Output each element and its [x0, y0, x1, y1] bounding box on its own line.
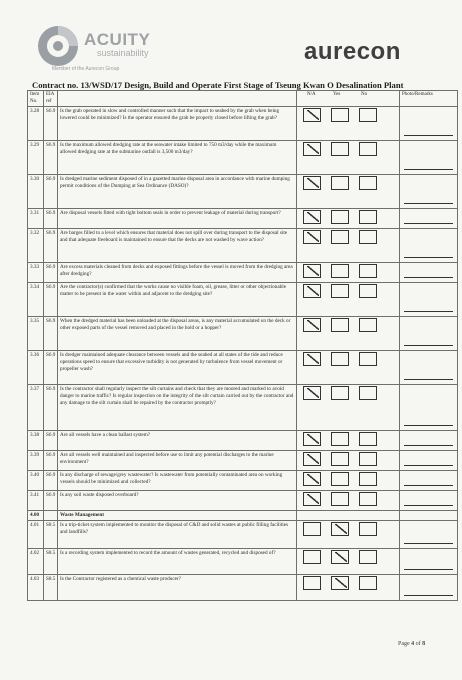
checkbox-na[interactable]: [303, 576, 321, 590]
remarks-line[interactable]: [404, 277, 453, 278]
ea-reference: S6.9: [44, 351, 58, 385]
checkbox-no[interactable]: [359, 576, 377, 590]
response-boxes: [297, 491, 400, 511]
item-number: 4.01: [28, 521, 44, 549]
remarks-line[interactable]: [404, 445, 453, 446]
checkbox-yes[interactable]: [331, 352, 349, 366]
response-boxes: [297, 229, 400, 263]
checklist-row: [28, 283, 458, 317]
response-boxes: [297, 521, 400, 549]
remarks-line[interactable]: [404, 379, 453, 380]
checklist-row: [28, 451, 458, 471]
response-boxes: [297, 263, 400, 283]
checkbox-na[interactable]: [303, 230, 321, 244]
item-description: Is the grab operated in slow and controlled manner such that the impact to seabed by the grab when being lowered could be minimized? Is the operator ensured the grab be properly closed before lifting the grab?: [58, 107, 297, 141]
item-number: 3.30: [28, 175, 44, 209]
response-boxes: [297, 317, 400, 351]
remarks-cell: [400, 521, 458, 549]
checklist-row: [28, 229, 458, 263]
item-number: 3.29: [28, 141, 44, 175]
item-description: Is dredged marine sediment disposed of in a gazetted marine disposal area in accordance with marine dumping permit conditions of the Dumping at Sea Ordinance (DASO)?: [58, 175, 297, 209]
ea-reference: S6.9: [44, 385, 58, 431]
checklist-row: [28, 521, 458, 549]
checkbox-no[interactable]: [359, 284, 377, 298]
section-title: Waste Management: [58, 511, 297, 521]
contract-title: Contract no. 13/WSD/17 Design, Build and Operate First Stage of Tseung Kwan O Desalination Plant: [32, 80, 404, 90]
remarks-cell: [400, 575, 458, 601]
remarks-line[interactable]: [404, 257, 453, 258]
ea-reference: S8.5: [44, 521, 58, 549]
response-boxes: [297, 209, 400, 229]
checkbox-yes[interactable]: [331, 386, 349, 400]
item-number: 3.38: [28, 431, 44, 451]
ea-reference: S6.9: [44, 175, 58, 209]
checkbox-no[interactable]: [359, 352, 377, 366]
checkbox-no[interactable]: [359, 472, 377, 486]
checkbox-no[interactable]: [359, 108, 377, 122]
response-boxes: [297, 451, 400, 471]
item-number: 3.37: [28, 385, 44, 431]
acuity-logo-icon: [36, 24, 80, 68]
checkbox-na[interactable]: [303, 472, 321, 486]
item-number: 4.02: [28, 549, 44, 575]
item-description: Is a recording system implemented to record the amount of wastes generated, recycled and disposed of?: [58, 549, 297, 575]
header-remarks: Photo/Remarks: [400, 91, 458, 107]
remarks-cell: [400, 283, 458, 317]
remarks-line[interactable]: [404, 425, 453, 426]
checkbox-no[interactable]: [359, 452, 377, 466]
item-description: Is any soil waste disposed overboard?: [58, 491, 297, 511]
item-description: Is any discharge of sewage/grey wastewater? Is wastewater from potentially contaminated area on working vessels should be minimized and collected?: [58, 471, 297, 491]
ea-reference: S6.9: [44, 283, 58, 317]
checkbox-na[interactable]: [303, 176, 321, 190]
header-ea-ref: EIA ref: [44, 91, 58, 107]
remarks-cell: [400, 317, 458, 351]
response-boxes: [297, 385, 400, 431]
item-description: Are barges filled to a level which ensures that material does not spill over during transport to the disposal site and that adequate freeboard is maintained to ensure that the decks are not washed by wave action?: [58, 229, 297, 263]
checkbox-no[interactable]: [359, 550, 377, 564]
checkbox-yes[interactable]: [331, 550, 349, 564]
ea-reference: S6.9: [44, 209, 58, 229]
checklist-row: [28, 431, 458, 451]
item-number: 3.40: [28, 471, 44, 491]
ea-reference: S6.9: [44, 491, 58, 511]
remarks-line[interactable]: [404, 543, 453, 544]
item-number: 3.41: [28, 491, 44, 511]
response-boxes: [297, 549, 400, 575]
header-description: [58, 91, 297, 107]
checklist-row: [28, 209, 458, 229]
checklist-row: [28, 107, 458, 141]
item-number: 3.28: [28, 107, 44, 141]
checkbox-yes[interactable]: [331, 492, 349, 506]
checkbox-yes[interactable]: [331, 522, 349, 536]
response-boxes: [297, 471, 400, 491]
checkbox-yes[interactable]: [331, 318, 349, 332]
checkbox-na[interactable]: [303, 210, 321, 224]
item-number: 3.39: [28, 451, 44, 471]
item-number: 3.32: [28, 229, 44, 263]
checkbox-na[interactable]: [303, 264, 321, 278]
ea-reference: S6.9: [44, 107, 58, 141]
remarks-cell: [400, 431, 458, 451]
remarks-cell: [400, 107, 458, 141]
remarks-cell: [400, 229, 458, 263]
item-description: Is the contractor shall regularly inspect the silt curtains and check that they are moored and marked to avoid danger to marine traffic? Is regular inspection on the integrity of the silt curtain carried out by the contractor and any damage to the silt curtain shall be repaired by the contractor promptly?: [58, 385, 297, 431]
checkbox-na[interactable]: [303, 318, 321, 332]
acuity-subtitle: sustainability: [97, 48, 149, 58]
checkbox-no[interactable]: [359, 176, 377, 190]
remarks-line[interactable]: [404, 169, 453, 170]
ea-reference: S6.9: [44, 471, 58, 491]
remarks-cell: [400, 263, 458, 283]
response-boxes: [297, 351, 400, 385]
checkbox-yes[interactable]: [331, 142, 349, 156]
aurecon-logo: aurecon: [304, 38, 401, 65]
remarks-line[interactable]: [404, 595, 453, 596]
item-number: 3.31: [28, 209, 44, 229]
checkbox-no[interactable]: [359, 386, 377, 400]
page-header: [0, 0, 462, 80]
remarks-line[interactable]: [404, 485, 453, 486]
section-item: 4.00: [28, 511, 44, 521]
response-boxes: [297, 107, 400, 141]
remarks-cell: [400, 491, 458, 511]
header-item: Item No.: [28, 91, 44, 107]
table-header-row: [28, 91, 458, 107]
checkbox-yes[interactable]: [331, 230, 349, 244]
remarks-cell: [400, 175, 458, 209]
checkbox-no[interactable]: [359, 318, 377, 332]
remarks-cell: [400, 549, 458, 575]
remarks-cell: [400, 141, 458, 175]
item-number: 4.03: [28, 575, 44, 601]
response-boxes: [297, 175, 400, 209]
checkbox-no[interactable]: [359, 210, 377, 224]
checkbox-na[interactable]: [303, 522, 321, 536]
ea-reference: S6.9: [44, 229, 58, 263]
checkbox-no[interactable]: [359, 230, 377, 244]
response-boxes: [297, 431, 400, 451]
header-yes: Yes: [333, 92, 341, 97]
checkbox-no[interactable]: [359, 432, 377, 446]
checkbox-no[interactable]: [359, 142, 377, 156]
ea-reference: S6.9: [44, 317, 58, 351]
checklist-row: [28, 175, 458, 209]
remarks-cell: [400, 451, 458, 471]
checkbox-na[interactable]: [303, 452, 321, 466]
ea-reference: S6.9: [44, 263, 58, 283]
ea-reference: S6.9: [44, 141, 58, 175]
checklist-row: [28, 141, 458, 175]
remarks-line[interactable]: [404, 345, 453, 346]
remarks-line[interactable]: [404, 223, 453, 224]
response-boxes: [297, 575, 400, 601]
item-description: Are disposal vessels fitted with tight bottom seals in order to prevent leakage of material during transport?: [58, 209, 297, 229]
ea-reference: S6.9: [44, 451, 58, 471]
acuity-tagline: Member of the Aurecon Group: [52, 66, 120, 72]
checklist-table: [27, 90, 458, 601]
remarks-line[interactable]: [404, 311, 453, 312]
item-description: Are excess materials cleaned from decks and exposed fittings before the vessel is moved from the dredging area after dredging?: [58, 263, 297, 283]
checkbox-na[interactable]: [303, 550, 321, 564]
item-description: Is dredger maintained adequate clearance between vessels and the seabed at all states of the tide and reduce operations speed to ensure that excessive turbidity is not generated by turbulence from vessel movement or propeller wash?: [58, 351, 297, 385]
remarks-line[interactable]: [404, 569, 453, 570]
checkbox-na[interactable]: [303, 284, 321, 298]
item-number: 3.35: [28, 317, 44, 351]
checklist-row: [28, 471, 458, 491]
checklist-row: [28, 575, 458, 601]
checkbox-yes[interactable]: [331, 176, 349, 190]
header-check: [297, 91, 400, 107]
checklist-row: [28, 385, 458, 431]
item-description: Are all vessels well maintained and inspected before use to limit any potential discharges to the marine environment?: [58, 451, 297, 471]
page-number: Page 4 of 8: [398, 641, 426, 647]
response-boxes: [297, 141, 400, 175]
ea-reference: S6.9: [44, 431, 58, 451]
checklist-row: [28, 317, 458, 351]
response-boxes: [297, 283, 400, 317]
checkbox-yes[interactable]: [331, 432, 349, 446]
item-description: Is the maximum allowed dredging rate at the seawater intake limited to 750 m3/day while the maximum allowed dredging rate at the submarine outfall is 3,500 m3/day?: [58, 141, 297, 175]
checkbox-yes[interactable]: [331, 576, 349, 590]
checkbox-no[interactable]: [359, 522, 377, 536]
checkbox-yes[interactable]: [331, 210, 349, 224]
remarks-line[interactable]: [404, 465, 453, 466]
item-number: 3.34: [28, 283, 44, 317]
checkbox-na[interactable]: [303, 386, 321, 400]
checkbox-na[interactable]: [303, 108, 321, 122]
checkbox-na[interactable]: [303, 492, 321, 506]
ea-reference: S8.5: [44, 575, 58, 601]
item-description: When the dredged material has been unloaded at the disposal areas, is any material accumulated on the deck or other exposed parts of the vessel removed and placed in the hold or a hopper?: [58, 317, 297, 351]
header-no: No: [361, 92, 368, 97]
remarks-cell: [400, 385, 458, 431]
checkbox-yes[interactable]: [331, 284, 349, 298]
remarks-cell: [400, 471, 458, 491]
checkbox-na[interactable]: [303, 142, 321, 156]
checkbox-na[interactable]: [303, 352, 321, 366]
item-description: Are the contractor(s) confirmed that the works cause no visible foam, oil, grease, litter or other objectionable matter to be present in the water within and adjacent to the dredging site?: [58, 283, 297, 317]
remarks-line[interactable]: [404, 135, 453, 136]
item-description: Is the Contractor registered as a chemical waste producer?: [58, 575, 297, 601]
checklist-row: [28, 549, 458, 575]
item-number: 3.36: [28, 351, 44, 385]
checkbox-no[interactable]: [359, 264, 377, 278]
remarks-cell: [400, 209, 458, 229]
checklist-row: [28, 351, 458, 385]
checkbox-no[interactable]: [359, 492, 377, 506]
item-number: 3.33: [28, 263, 44, 283]
remarks-line[interactable]: [404, 203, 453, 204]
checkbox-yes[interactable]: [331, 264, 349, 278]
checklist-row: [28, 491, 458, 511]
ea-reference: S8.5: [44, 549, 58, 575]
checkbox-yes[interactable]: [331, 452, 349, 466]
acuity-name: ACUITY: [84, 30, 151, 49]
header-na: N/A: [307, 92, 316, 97]
checkbox-yes[interactable]: [331, 472, 349, 486]
item-description: Are all vessels have a clean ballast system?: [58, 431, 297, 451]
checkbox-na[interactable]: [303, 432, 321, 446]
remarks-line[interactable]: [404, 505, 453, 506]
remarks-cell: [400, 351, 458, 385]
item-description: Is a trip-ticket system implemented to monitor the disposal of C&D and solid wastes at public filling facilities and landfills?: [58, 521, 297, 549]
checklist-row: [28, 263, 458, 283]
checkbox-yes[interactable]: [331, 108, 349, 122]
section-row: [28, 511, 458, 521]
